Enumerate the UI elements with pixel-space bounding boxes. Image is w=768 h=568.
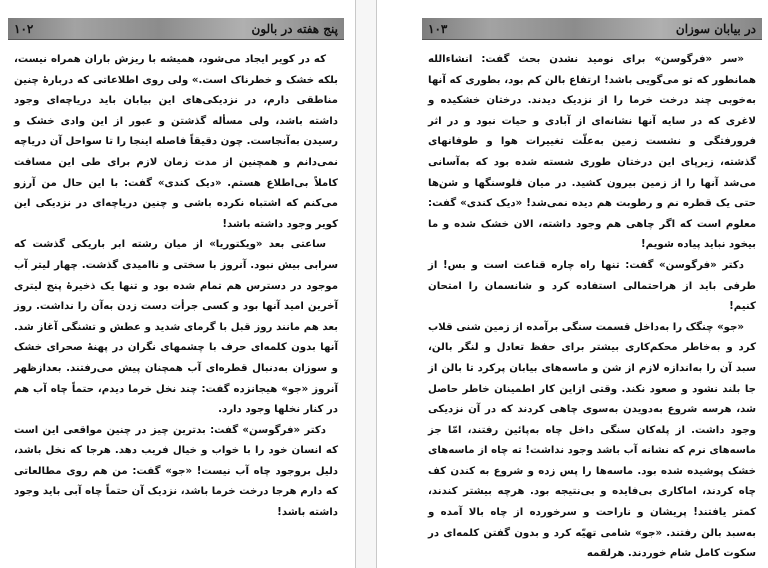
left-page-header — [8, 18, 344, 40]
right-paragraph-3: «جو» چنگک را به‌داخل قسمت سنگی برآمده از زمین شنی قلاب کرد و به‌خاطر محکم‌کاری بیشتر برای حفظ تعادل و لنگر بالن، سبد آن را به‌اندازه لازم از شن و ماسه‌های بیابان پرکرد تا بالن از جا بلند نشود و صعود نکند. وقتی ازاین کار اطمینان خاطر حاصل شد، هرسه شروع به‌دویدن به‌سوی چاهی کردند که در آن نزدیکی وجود داشت. از پله‌کان سنگی داخل چاه به‌پائین رفتند، امّا جز ماسه‌های نرم که نشانه آب باشد وجود نداشت! ته چاه از ماسه‌های خشک پوشیده شده بود. ماسه‌ها را پس زده و شروع به کندن کف چاه کردند، اماکاری بی‌فایده و بی‌نتیجه بود. هرچه بیشتر کندند، کمتر یافتند! پریشان و ناراحت و سرخورده از چاه بالا آمده و به‌سبد بالن رفتند. «جو» شامی تهیّه کرد و بدون گفتن کلمه‌ای در سکوت کامل شام خوردند. هرلقمه — [428, 321, 756, 560]
right-page-body — [428, 50, 756, 564]
right-page-header — [422, 18, 762, 40]
right-page-running-title: در بیابان سوزان — [675, 21, 756, 36]
left-page-body — [14, 50, 338, 564]
gutter-line-right — [376, 0, 377, 568]
left-page-number: ۱۰۲ — [14, 21, 34, 36]
book-gutter — [356, 0, 376, 568]
left-paragraph-3: دکتر «فرگوسن» گفت: بدترین چیز در چنین مواقعی این است که انسان خود را با خواب و خیال فریب دهد. هرجا که نخل باشد، دلیل بروجود چاه آب نیست! «جو» گفت: من هم روی مطالعاتی که دارم هرجا درخت خرما باشد، نزدیک آن حتماً چاه آبی باید وجود داشته باشد! — [14, 424, 338, 519]
left-page — [8, 10, 344, 568]
left-paragraph-2: ساعتی بعد «ویکتوریا» از میان رشته ابر باریکی گذشت که سرابی بیش نبود. آنروز با سختی و ناامیدی گذشت. چهار لیتر آب موجود در دسترس هم تمام شده بود و تنها یک ذخیرهٔ پنج لیتری آخرین امید آنها بود و کسی جرأت دست زدن به‌آن را نداشت. روز بعد هم مانند روز قبل با گرمای شدید و عطش و تشنگی آغاز شد. آنها بدون کلمه‌ای حرف با چشمهای نگران در پهنهٔ صحرای خشک و سوزان به‌دنبال قطره‌ای آب همچنان پیش می‌رفتند. بعدازظهر آنروز «جو» هیجانزده گفت: چند نخل خرما دیدم، حتماً چاه آب هم در کنار نخلها وجود دارد. — [14, 239, 338, 416]
left-page-running-title: پنج هفته در بالون — [251, 21, 338, 36]
right-paragraph-1: «سر «فرگوسن» برای نومید نشدن بحث گفت: انشاءالله همانطور که تو می‌گویی باشد! ارتفاع بالن کم بود، بطوری که آنها به‌خوبی چند درخت خرما را از نزدیک دیدند. درختان خشکیده و لاغری که در سایه آنها نشانه‌ای از آبادی و حیات نبود و در اثر فرورفتگی و نشست زمین به‌علّت تغییرات هوا و طوفانهای گذشته، زیرپای این درختان طوری شسته شده بود که به‌آسانی می‌شد آنها را از زمین بیرون کشید. در میان فلوسنگها و شن‌ها حتی یک قطره نم و رطوبت هم دیده نمی‌شد! «دیک کندی» گفت: معلوم است که اگر چاهی هم وجود داشته، الان خشک شده و ما بیخود نباید پیاده شویم! — [428, 54, 756, 251]
right-page-number: ۱۰۳ — [428, 21, 448, 36]
right-page — [422, 10, 762, 568]
left-paragraph-1: که در کویر ایجاد می‌شود، همیشه با ریزش باران همراه نیست، بلکه خشک و خطرناک است.» ولی روی اطلاعاتی که دربارهٔ چنین مناطقی دارم، در نزدیکی‌های این بیابان باید دریاچه‌ای وجود داشته باشد، ولی مسأله گذشتن و عبور از این وادی خشک و رسیدن به‌آنجاست. چون دقیقاً فاصله اینجا را تا سواحل آن دریاچه نمی‌دانم و همچنین از مدت زمان لازم برای طی این مسافت کاملاً بی‌اطلاع هستم. «دیک کندی» گفت: با این حال من آرزو می‌کنم که اشتباه نکرده باشی و چنین دریاچه‌ای در نزدیکی این کویر وجود داشته باشد! — [13, 54, 338, 230]
gutter-line-left — [355, 0, 356, 568]
right-paragraph-2: دکتر «فرگوسن» گفت: تنها راه چاره قناعت است و بس! از طرفی باید از هراحتمالی استفاده کرد و شانسمان را امتحان کنیم! — [428, 259, 756, 313]
